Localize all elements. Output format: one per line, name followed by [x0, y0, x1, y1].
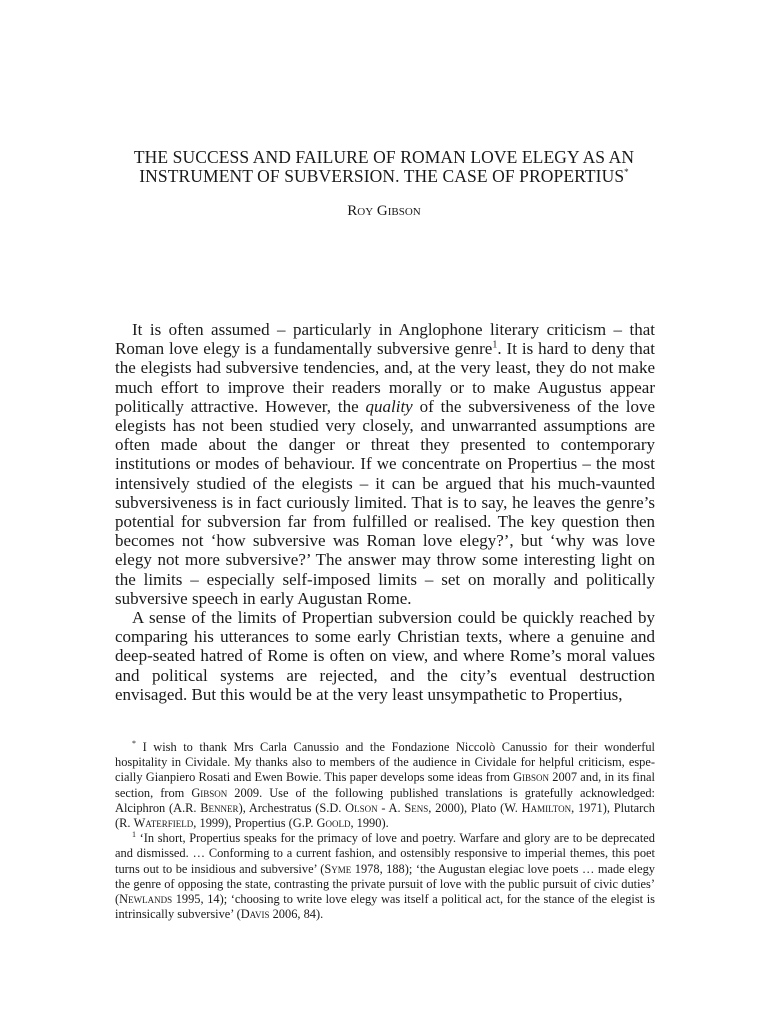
footnotes [115, 740, 655, 922]
paragraph-1: It is often assumed – particularly in Anglophone literary criticism – that Roman love elegy is a fundamentally subversive genre$^1$. It is hard to deny that the elegists had subversive tendencies, and, at the very least, they do not make much effort to improve their readers morally or to make Augustus appear politically attractive. However, the quality of the subversiveness of the love elegists has not been studied very closely, and unwarranted assumptions are often made about the danger or threat they presented to contemporary institutions or modes of behaviour. If we concentrate on Propertius – the most intensively studied of the elegists – it can be argued that his much-vaunted subversiveness is in fact curiously limited. That is to say, he leaves the genre’s potential for subversion far from fulfilled or realised. The key question then becomes not ‘how subversive was Roman love elegy?’, but ‘why was love elegy not more subversive?’ The answer may throw some interesting light on the limits – especially self-imposed limits – set on morally and politically subversive speech in early Augustan Rome. [115, 320, 655, 608]
author-name: Roy Gibson [347, 203, 421, 219]
footnote-star-mark: * [132, 738, 136, 748]
body-text [115, 320, 655, 704]
paragraph-2: A sense of the limits of Propertian subversion could be quickly reached by comparing his utterances to some early Christian texts, where a genuine and deep-seated hatred of Rome is often on view, and where Rome’s moral values and political systems are rejected, and the city’s eventual destruction envisaged. But this would be at the very least unsympathetic to Propertius, [115, 608, 655, 704]
footnote-star: * I wish to thank Mrs Carla Canussio and the Fondazione Niccolò Canussio for their wonderful hospitality in Cividale. My thanks also to members of the audience in Cividale for helpful criticism, especially Gianpiero Rosati and Ewen Bowie. This paper develops some ideas from Gibson 2007 and, in its final section, from Gibson 2009. Use of the following published translations is gratefully acknowledged: Alciphron (A.R. Benner), Archestratus (S.D. Olson - A. Sens, 2000), Plato (W. Hamilton, 1971), Plutarch (R. Waterfield, 1999), Propertius (G.P. Goold, 1990). [115, 738, 655, 831]
title-line-2: INSTRUMENT OF SUBVERSION. THE CASE OF PROPERTIUS [139, 166, 625, 186]
article-title [100, 148, 668, 186]
title-line-1: THE SUCCESS AND FAILURE OF ROMAN LOVE ELEGY AS AN [133, 147, 635, 167]
title-footnote-mark[interactable]: * [624, 167, 629, 178]
footnote-1: $^1$ ‘In short, Propertius speaks for the primacy of love and poetry. Warfare and glory are to be deprecated and dismissed. … Conforming to a current fashion, and ostensibly responsive to imperial themes, this poet turns out to be insidious and subversive’ (Syme 1978, 188); ‘the Augustan elegiac love poets … made elegy the genre of opposing the state, contrasting the private pursuit of love with the public pursuit of civic duties’ (Newlands 1995, 14); ‘choosing to write love elegy was itself a political act, for the stance of the elegist is intrinsically subversive’ (Davis 2006, 84). [115, 830, 655, 922]
footnote-ref-1[interactable]: 1 [492, 339, 498, 351]
footnote-1-mark: 1 [132, 830, 136, 840]
emphasis-quality: quality [365, 396, 413, 416]
